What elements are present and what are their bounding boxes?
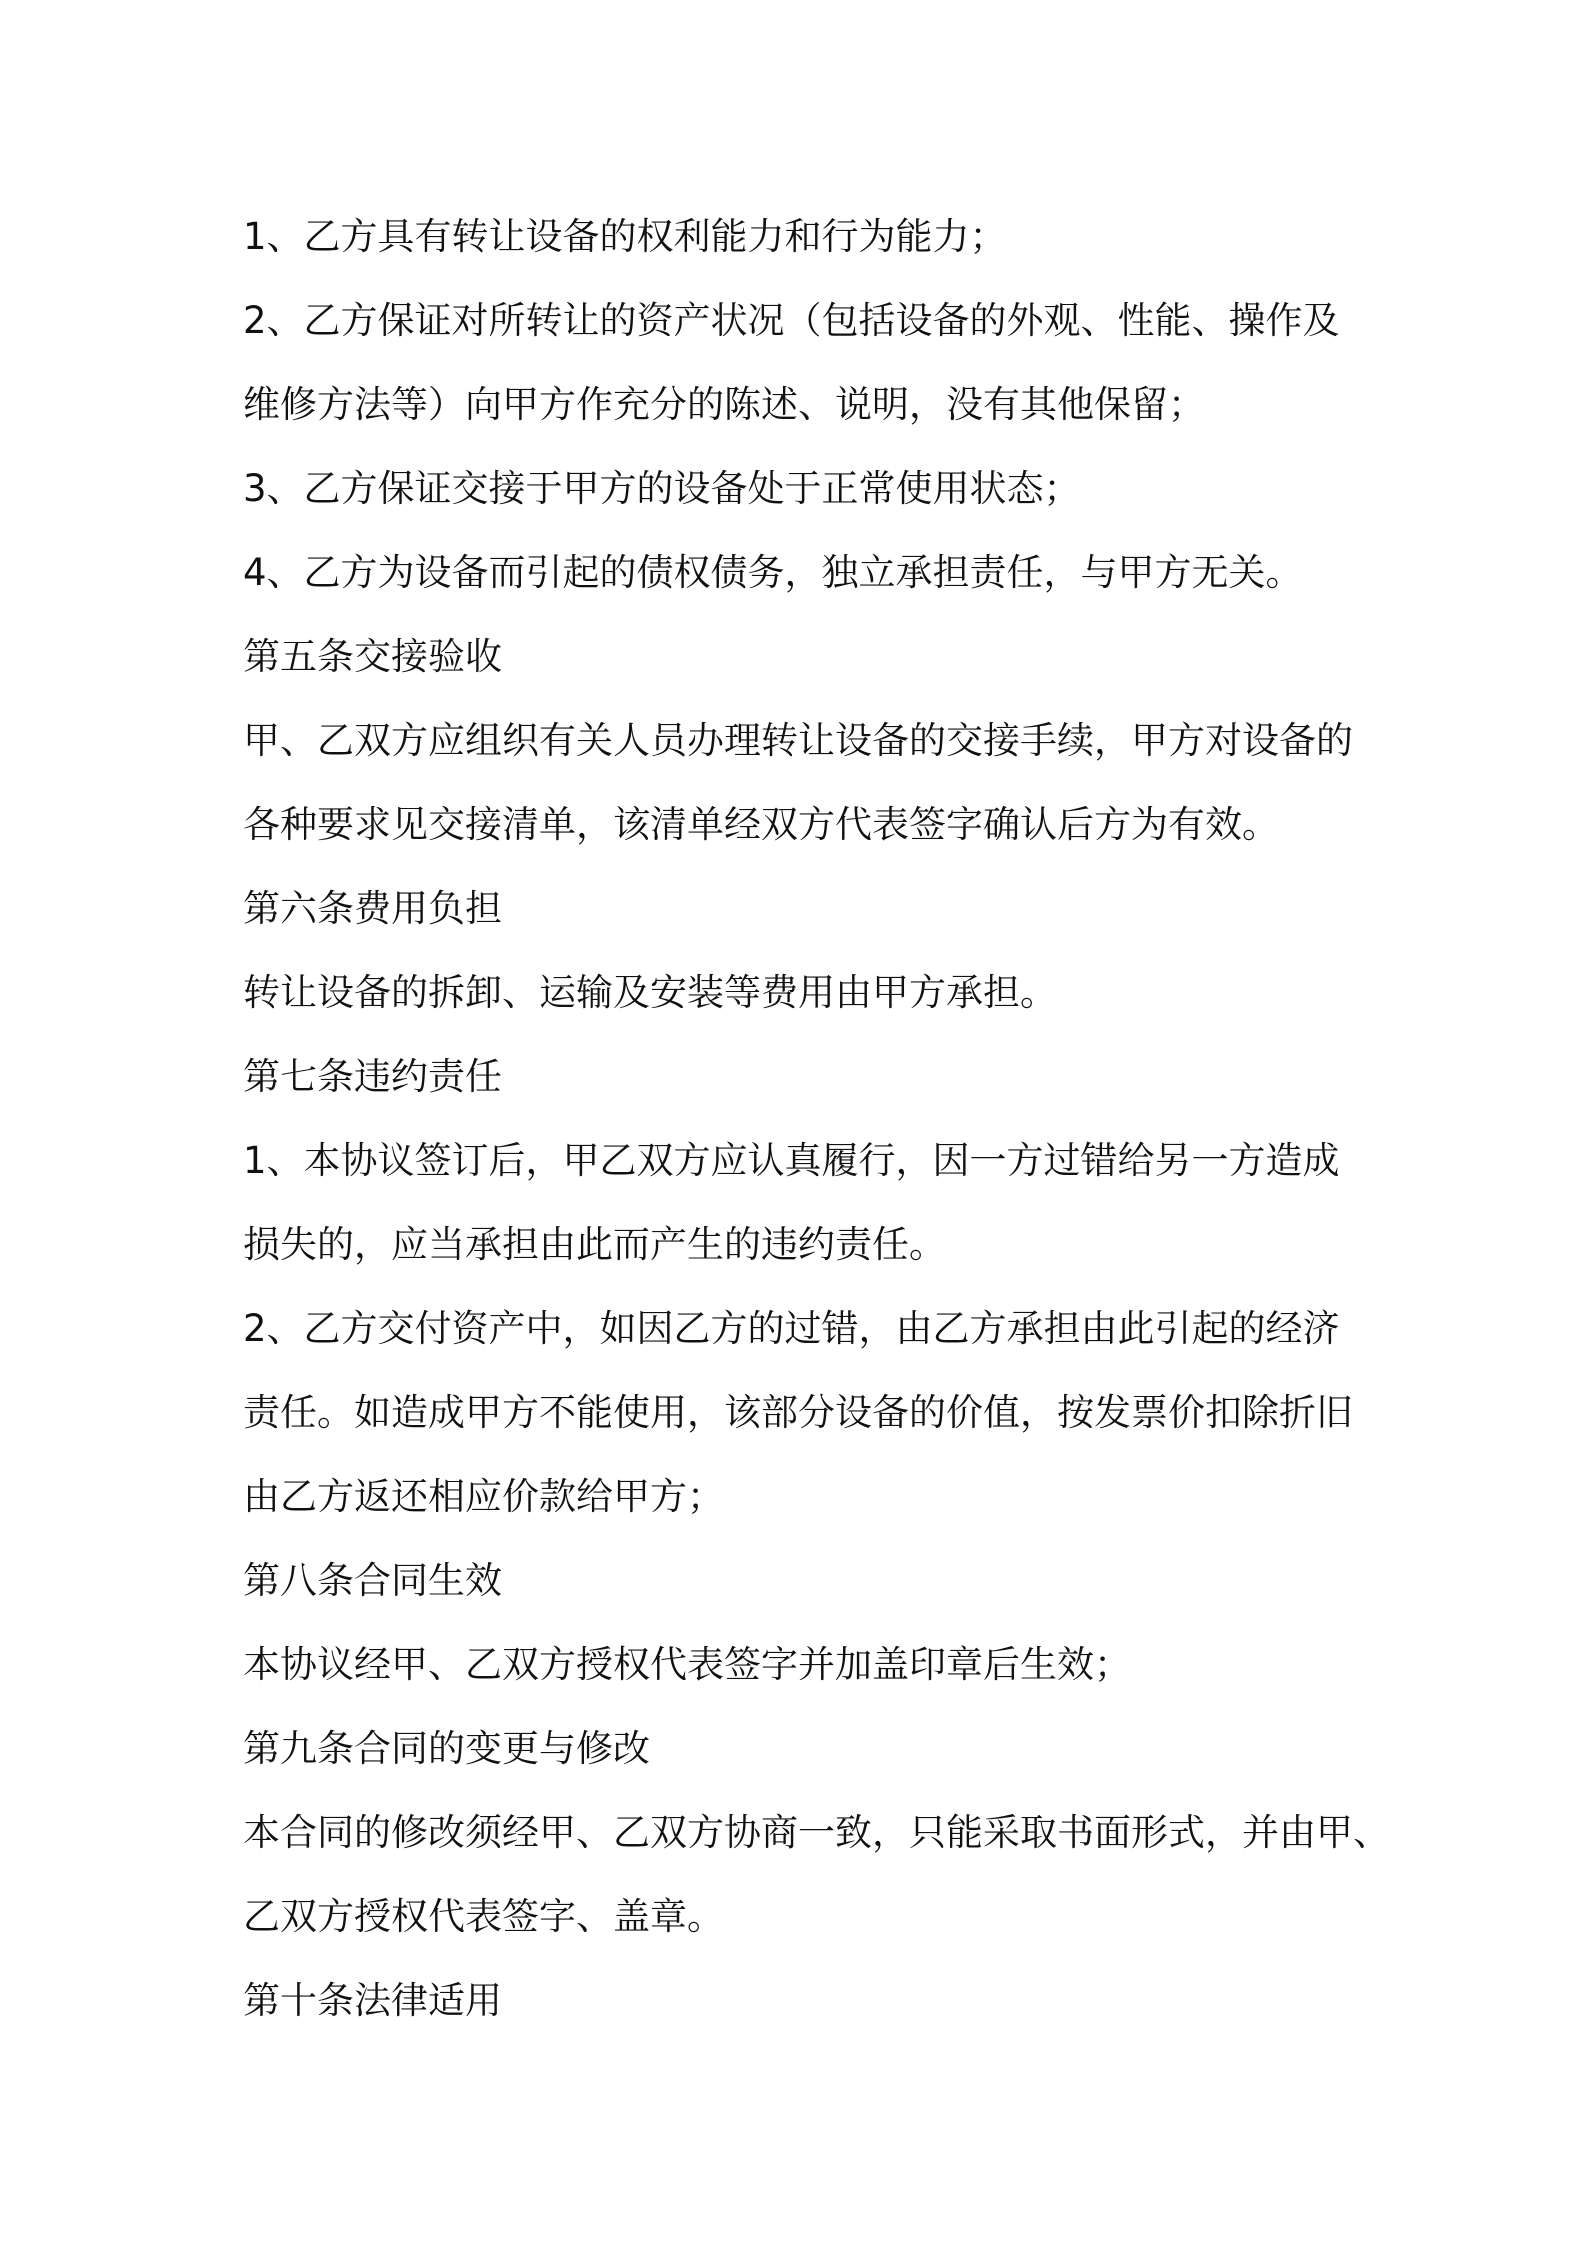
clause-5-heading: 第五条交接验收 [243,635,502,678]
clause-6-heading: 第六条费用负担 [243,887,502,930]
clause-10-heading: 第十条法律适用 [243,1979,502,2022]
clause-9-text-line-2: 乙双方授权代表签字、盖章。 [243,1895,724,1938]
document-body [243,195,1390,2043]
clause-5-text-line-2: 各种要求见交接清单，该清单经双方代表签字确认后方为有效。 [243,803,1279,846]
clause-6-text: 转让设备的拆卸、运输及安装等费用由甲方承担。 [243,971,1057,1014]
clause-7-item-2-line-2: 责任。如造成甲方不能使用，该部分设备的价值，按发票价扣除折旧 [243,1391,1353,1434]
clause-4-item-2-line-1: 2、乙方保证对所转让的资产状况（包括设备的外观、性能、操作及 [243,299,1340,342]
clause-7-item-2-line-3: 由乙方返还相应价款给甲方； [243,1475,724,1518]
clause-8-text: 本协议经甲、乙双方授权代表签字并加盖印章后生效； [243,1643,1131,1686]
clause-7-item-1-line-1: 1、本协议签订后，甲乙双方应认真履行，因一方过错给另一方造成 [243,1139,1340,1182]
clause-4-item-1: 1、乙方具有转让设备的权利能力和行为能力； [243,215,1007,258]
clause-7-item-2-line-1: 2、乙方交付资产中，如因乙方的过错，由乙方承担由此引起的经济 [243,1307,1340,1350]
clause-4-item-4: 4、乙方为设备而引起的债权债务，独立承担责任，与甲方无关。 [243,551,1303,594]
clause-7-item-1-line-2: 损失的，应当承担由此而产生的违约责任。 [243,1223,946,1266]
clause-8-heading: 第八条合同生效 [243,1559,502,1602]
clause-9-heading: 第九条合同的变更与修改 [243,1727,650,1770]
clause-5-text-line-1: 甲、乙双方应组织有关人员办理转让设备的交接手续，甲方对设备的 [243,719,1353,762]
clause-4-item-3: 3、乙方保证交接于甲方的设备处于正常使用状态； [243,467,1081,510]
clause-4-item-2-line-2: 维修方法等）向甲方作充分的陈述、说明，没有其他保留； [243,383,1205,426]
clause-9-text-line-1: 本合同的修改须经甲、乙双方协商一致，只能采取书面形式，并由甲、 [243,1811,1390,1854]
clause-7-heading: 第七条违约责任 [243,1055,502,1098]
